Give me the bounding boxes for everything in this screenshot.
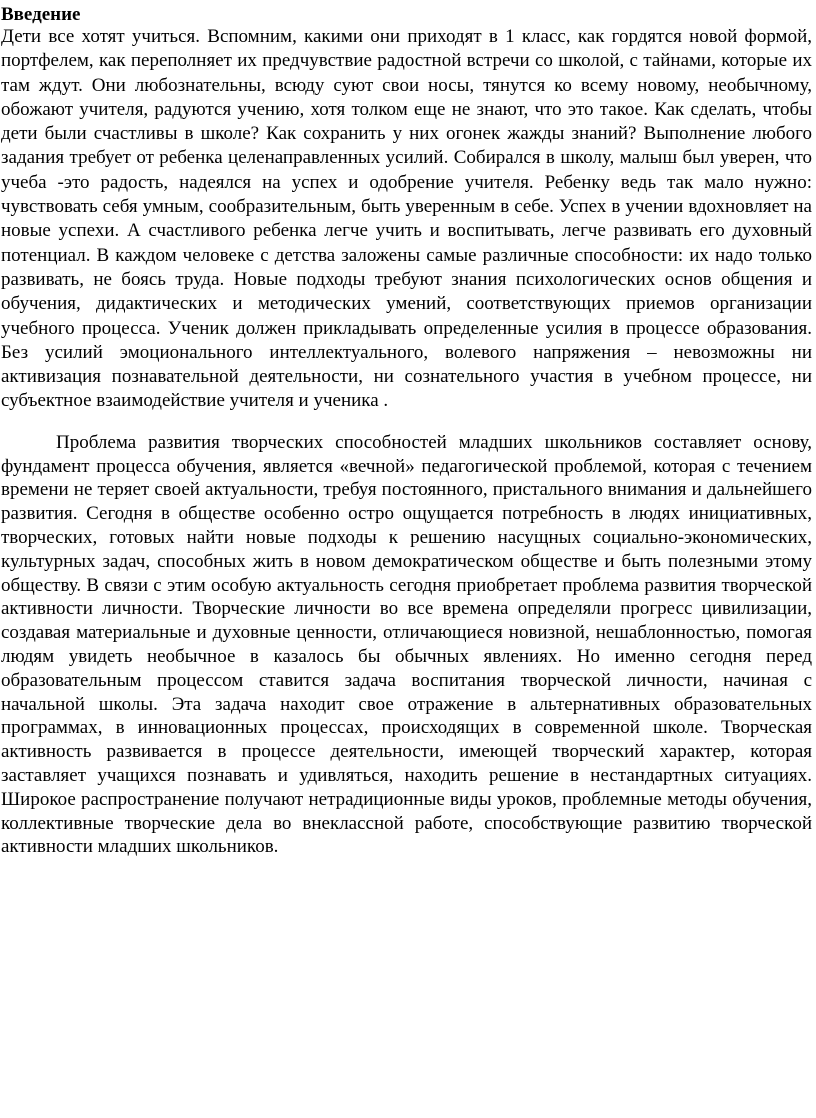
paragraph-creativity: Проблема развития творческих способностей младших школьников составляет основу, фундамент процесса обучения, является «вечной» педагогической проблемой, которая с течением времени не теряет своей актуальности, требуя постоянного, пристального внимания и дальнейшего развития. Сегодня в обществе особенно остро ощущается потребность в людях инициативных, творческих, готовых найти новые подходы к решению насущных социально-экономических, культурных задач, способных жить в новом демократическом обществе и быть полезными этому обществу. В связи с этим особую актуальность сегодня приобретает проблема развития творческой активности личности. Творческие личности во все времена определяли прогресс цивилизации, создавая материальные и духовные ценности, отличающиеся новизной, нешаблонностью, помогая людям увидеть необычное в казалось бы обычных явлениях. Но именно сегодня перед образовательным процессом ставится задача воспитания творческой личности, начиная с начальной школы. Эта задача находит свое отражение в альтернативных образовательных программах, в инновационных процессах, происходящих в современной школе. Творческая активность развивается в процессе деятельности, имеющей творческий характер, которая заставляет учащихся познавать и удивляться, находить решение в нестандартных ситуациях. Широкое распространение получают нетрадиционные виды уроков, проблемные методы обучения, коллективные творческие дела во внеклассной работе, способствующие развитию творческой активности младших школьников. bbox=[1, 431, 812, 858]
paragraph-intro: Дети все хотят учиться. Вспомним, какими они приходят в 1 класс, как гордятся новой формой, портфелем, как переполняет их предчувствие радостной встречи со школой, с тайнами, которые их там ждут. Они любознательны, всюду суют свои носы, тянутся ко всему новому, необычному, обожают учителя, радуются учению, хотя толком еще не знают, что это такое. Как сделать, чтобы дети были счастливы в школе? Как сохранить у них огонек жажды знаний? Выполнение любого задания требует от ребенка целенаправленных усилий. Собирался в школу, малыш был уверен, что учеба -это радость, надеялся на успех и одобрение учителя. Ребенку ведь так мало нужно: чувствовать себя умным, сообразительным, быть уверенным в себе. Успех в учении вдохновляет на новые успехи. А счастливого ребенка легче учить и воспитывать, легче развивать его духовный потенциал. В каждом человеке с детства заложены самые различные способности: их надо только развивать, не боясь труда. Новые подходы требуют знания психологических основ общения и обучения, дидактических и методических умений, соответствующих приемов организации учебного процесса. Ученик должен прикладывать определенные усилия в процессе образования. Без усилий эмоционального интеллектуального, волевого напряжения – невозможны ни активизация познавательной деятельности, ни сознательного участия в учебном процессе, ни субъектное взаимодействие учителя и ученика . bbox=[1, 26, 812, 412]
document-heading: Введение bbox=[1, 4, 81, 25]
